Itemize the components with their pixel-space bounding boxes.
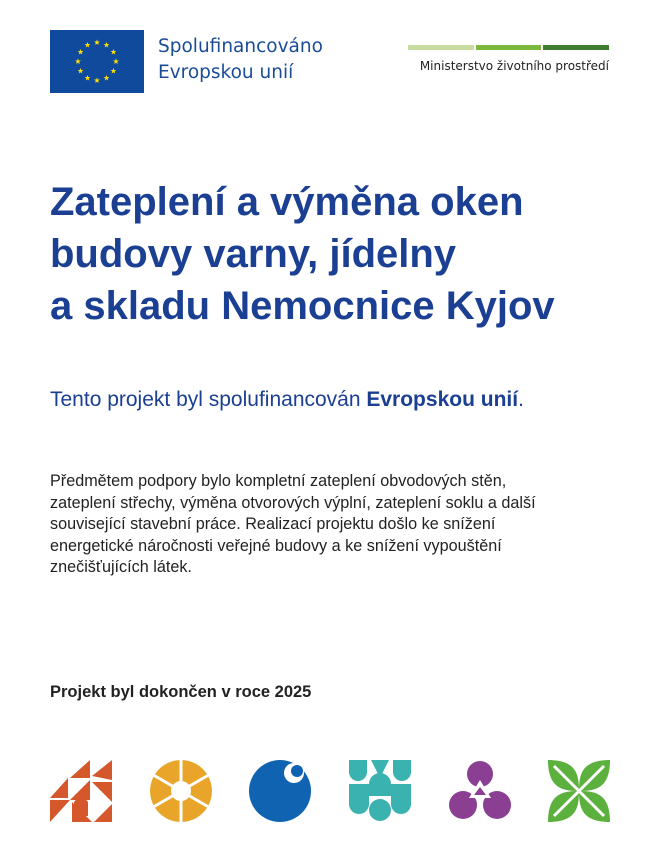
- eu-star: [104, 42, 110, 48]
- title-line: Zateplení a výměna oken: [50, 180, 524, 224]
- eu-star: [75, 58, 81, 64]
- title-line: budovy varny, jídelny: [50, 232, 457, 276]
- statement-suffix: .: [518, 388, 524, 411]
- description-line: energetické náročnosti veřejné budovy a ke snížení vypouštění: [50, 536, 502, 555]
- leaf-cross-icon: [548, 760, 610, 822]
- eu-star: [111, 49, 117, 55]
- description-line: znečišťujících látek.: [50, 558, 192, 576]
- eu-label-line1: Spolufinancováno: [158, 36, 323, 57]
- title-line: a skladu Nemocnice Kyjov: [50, 284, 555, 328]
- ministry-bar-dark: [543, 45, 609, 50]
- eu-cofinanced-label: [158, 34, 323, 86]
- eu-flag-icon: [50, 30, 144, 93]
- statement-prefix: Tento projekt byl spolufinancován: [50, 388, 367, 411]
- description-line: související stavební práce. Realizací projektu došlo ke snížení: [50, 515, 496, 533]
- eu-star: [85, 75, 91, 81]
- ministry-name: Ministerstvo životního prostředí: [419, 59, 609, 73]
- eu-star: [78, 68, 84, 74]
- recycle-circles-icon: [449, 760, 511, 822]
- eu-star: [85, 42, 91, 48]
- ministry-logo-bars: [408, 45, 609, 50]
- statement-emphasis: Evropskou unií: [366, 388, 519, 411]
- eu-star: [78, 49, 84, 55]
- ministry-bar-mid: [476, 45, 542, 50]
- building-triangles-icon: [50, 760, 112, 822]
- eu-star: [104, 75, 110, 81]
- page-title: [50, 176, 630, 332]
- ministry-bar-light: [408, 45, 474, 50]
- eu-label-line2: Evropskou unií: [158, 62, 294, 83]
- project-description: [50, 471, 620, 579]
- cofinancing-statement: [50, 388, 524, 412]
- eu-star: [94, 77, 100, 83]
- eu-star: [113, 58, 119, 64]
- sun-segments-icon: [150, 760, 212, 822]
- program-icons-row: [50, 760, 610, 822]
- eu-star: [111, 68, 117, 74]
- description-line: zateplení střechy, výměna otvorových výplní, zateplení soklu a další: [50, 493, 536, 512]
- completion-note: Projekt byl dokončen v roce 2025: [50, 683, 312, 701]
- eu-star: [94, 39, 100, 45]
- wave-shapes-icon: [349, 760, 411, 822]
- water-drop-circle-icon: [249, 760, 311, 822]
- description-line: Předmětem podpory bylo kompletní zateplení obvodových stěn,: [50, 472, 507, 490]
